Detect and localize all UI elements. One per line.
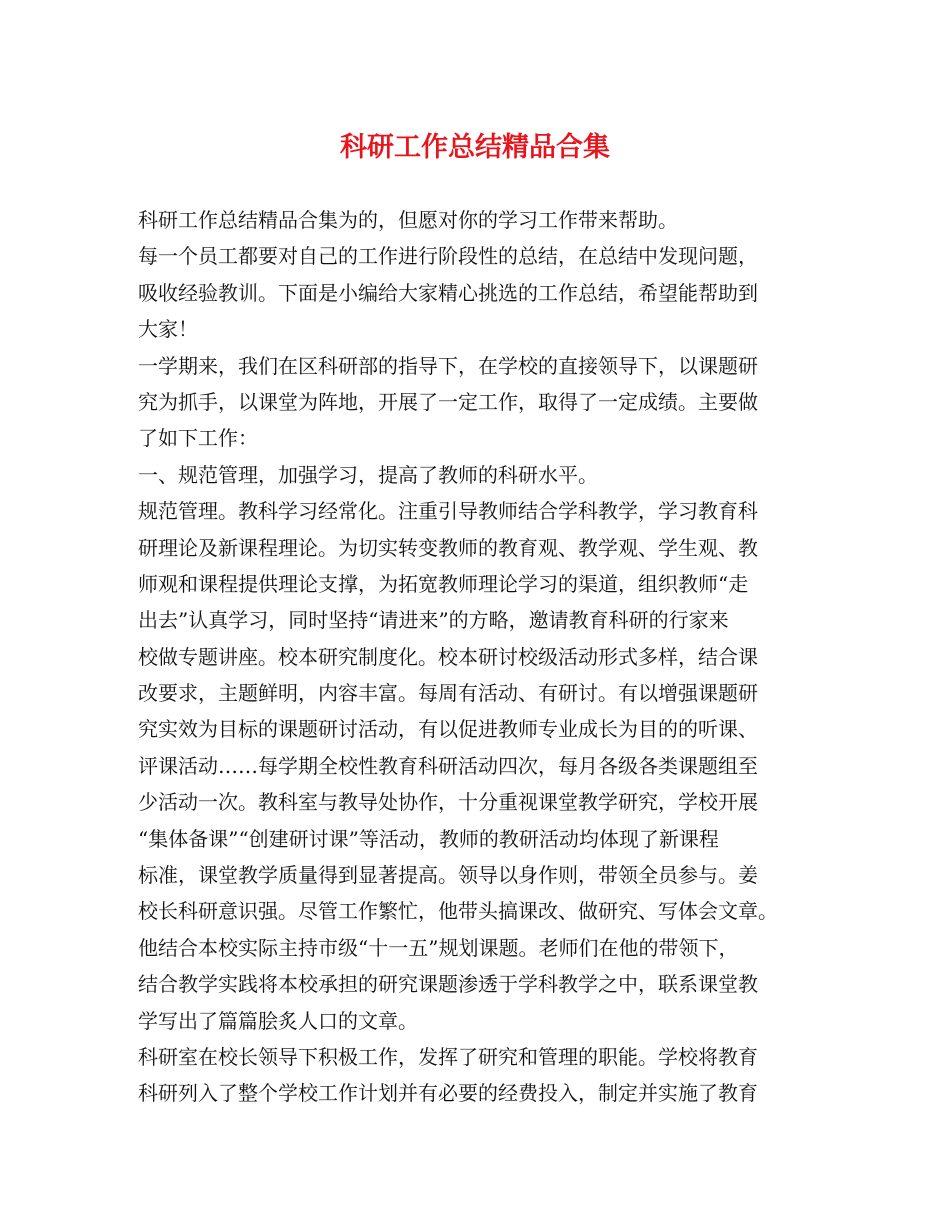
text-line: 究实效为目标的课题研讨活动，有以促进教师专业成长为目的的听课、 [138,717,758,742]
text-line: 研理论及新课程理论。为切实转变教师的教育观、教学观、学生观、教 [138,535,758,560]
text-line: “集体备课”“创建研讨课”等活动，教师的教研活动均体现了新课程 [138,826,719,851]
text-line: 评课活动……每学期全校性教育科研活动四次，每月各级各类课题组至 [138,753,758,778]
text-line: 学写出了篇篇脍炙人口的文章。 [138,1008,418,1033]
text-line: 校做专题讲座。校本研究制度化。校本研讨校级活动形式多样，结合课 [138,644,758,669]
text-line: 校长科研意识强。尽管工作繁忙，他带头搞课改、做研究、写体会文章。 [138,899,778,924]
text-line: 了如下工作： [138,426,258,451]
text-line: 一学期来，我们在区科研部的指导下，在学校的直接领导下，以课题研 [138,353,758,378]
text-line: 科研室在校长领导下积极工作，发挥了研究和管理的职能。学校将教育 [138,1044,758,1069]
text-line: 他结合本校实际主持市级“十一五”规划课题。老师们在他的带领下， [138,935,739,960]
text-line: 吸收经验教训。下面是小编给大家精心挑选的工作总结，希望能帮助到 [138,280,758,305]
text-line: 科研工作总结精品合集为的，但愿对你的学习工作带来帮助。 [138,208,678,232]
text-line: 究为抓手，以课堂为阵地，开展了一定工作，取得了一定成绩。主要做 [138,389,758,414]
text-line: 科研列入了整个学校工作计划并有必要的经费投入，制定并实施了教育 [138,1081,758,1106]
text-line: 标准，课堂教学质量得到显著提高。领导以身作则，带领全员参与。姜 [138,863,758,888]
text-line: 规范管理。教科学习经常化。注重引导教师结合学科教学，学习教育科 [138,499,758,524]
text-line: 结合教学实践将本校承担的研究课题渗透于学科教学之中，联系课堂教 [138,972,758,997]
text-line: 师观和课程提供理论支撑，为拓宽教师理论学习的渠道，组织教师“走 [138,571,749,596]
text-line: 每一个员工都要对自己的工作进行阶段性的总结，在总结中发现问题， [138,244,758,269]
document-title: 科研工作总结精品合集 [340,132,610,163]
text-line: 出去”认真学习，同时坚持“请进来”的方略，邀请教育科研的行家来 [138,608,729,633]
text-line: 大家！ [138,317,198,342]
document-body [138,202,828,1112]
text-line: 一、规范管理，加强学习，提高了教师的科研水平。 [138,462,598,487]
text-line: 少活动一次。教科室与教导处协作，十分重视课堂教学研究，学校开展 [138,790,758,815]
text-line: 改要求，主题鲜明，内容丰富。每周有活动、有研讨。有以增强课题研 [138,681,758,706]
